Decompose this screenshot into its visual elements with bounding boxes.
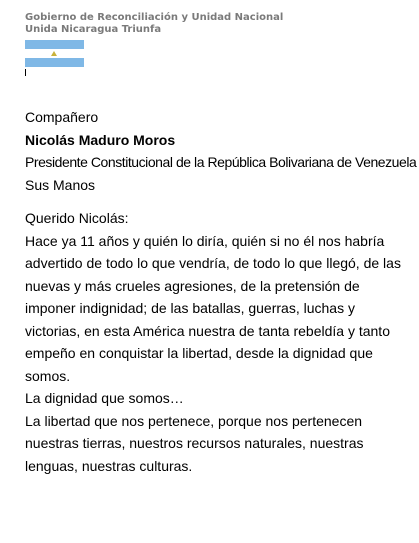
nicaragua-flag-icon [25, 40, 84, 67]
text-cursor [25, 69, 26, 76]
letter-body [25, 106, 417, 477]
letter-greeting: Querido Nicolás: [25, 210, 129, 226]
addressee-block [25, 106, 417, 196]
addressee-title: Compañero [25, 109, 99, 125]
flag-emblem-icon [51, 51, 57, 56]
letter-paragraph: Hace ya 11 años y quién lo diría, quién si no él nos habría advertido de todo lo que vendría, de todo lo que llegó, de las nuevas y más crueles agresiones, de la pretensión de imponer indignidad; de las batallas, guerras, luchas y victorias, en esta América nuestra de tanta rebeldía y tanto empeño en conquistar la libertad, desde la dignidad que somos. [25, 232, 401, 384]
letterhead-government-name: Gobierno de Reconciliación y Unidad Nacional [25, 12, 284, 23]
addressee-name: Nicolás Maduro Moros [25, 131, 176, 148]
letterhead [25, 12, 283, 36]
addressee-position: Presidente Constitucional de la República Bolivariana de Venezuela [25, 154, 417, 170]
letter-paragraph: La dignidad que somos… [25, 390, 184, 406]
addressee-delivery: Sus Manos [25, 176, 96, 193]
flag-bottom-band [25, 58, 84, 67]
letterhead-slogan: Unida Nicaragua Triunfa [25, 24, 162, 35]
letter-paragraph: La libertad que nos pertenece, porque nos pertenecen nuestras tierras, nuestros recursos naturales, nuestras lenguas, nuestras culturas. [25, 412, 364, 474]
flag-middle-band [25, 49, 84, 58]
flag-top-band [25, 40, 84, 49]
